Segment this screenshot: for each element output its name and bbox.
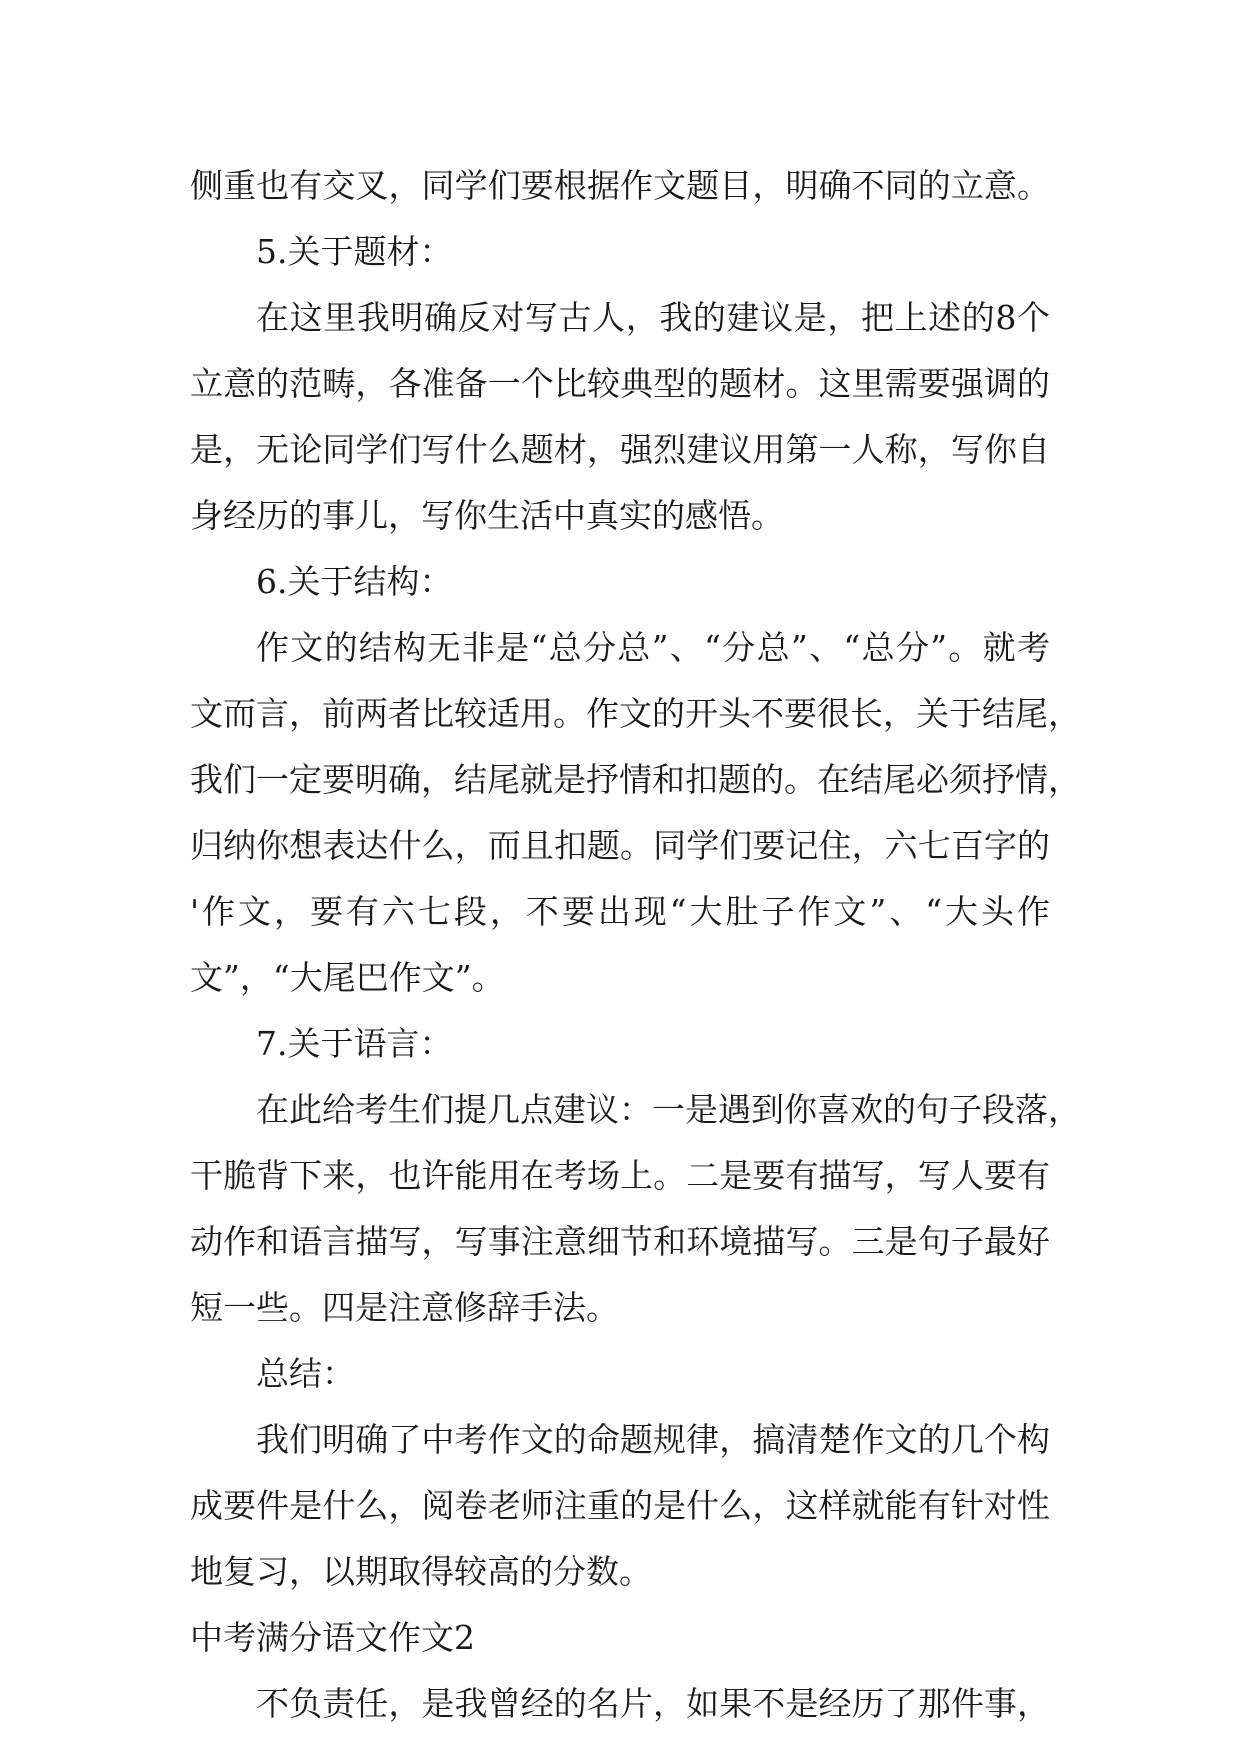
section-heading-structure: 6.关于结构： xyxy=(256,562,453,601)
paragraph-line: 在此给考生们提几点建议：一是遇到你喜欢的句子段落， xyxy=(256,1090,1081,1129)
paragraph-line: 作文的结构无非是“总分总”、“分总”、“总分”。就考 xyxy=(256,628,1050,667)
section-heading-summary: 总结： xyxy=(256,1354,355,1393)
paragraph-line: 文而言，前两者比较适用。作文的开头不要很长，关于结尾， xyxy=(190,694,1081,733)
paragraph-line: 文”，“大尾巴作文”。 xyxy=(190,958,505,997)
paragraph-line: 动作和语言描写，写事注意细节和环境描写。三是句子最好 xyxy=(190,1222,1050,1261)
paragraph-line: 身经历的事儿，写你生活中真实的感悟。 xyxy=(190,496,784,535)
paragraph-line: 我们明确了中考作文的命题规律，搞清楚作文的几个构 xyxy=(256,1420,1050,1459)
paragraph-line: 在这里我明确反对写古人，我的建议是，把上述的8个 xyxy=(256,298,1050,337)
paragraph-line: 我们一定要明确，结尾就是抒情和扣题的。在结尾必须抒情， xyxy=(190,760,1081,799)
paragraph-line: 不负责任，是我曾经的名片，如果不是经历了那件事， xyxy=(256,1684,1050,1723)
paragraph-line: 短一些。四是注意修辞手法。 xyxy=(190,1288,619,1327)
paragraph-line: 立意的范畴，各准备一个比较典型的题材。这里需要强调的 xyxy=(190,364,1050,403)
paragraph-line: 是，无论同学们写什么题材，强烈建议用第一人称，写你自 xyxy=(190,430,1050,469)
paragraph-line: 干脆背下来，也许能用在考场上。二是要有描写，写人要有 xyxy=(190,1156,1050,1195)
section-heading-language: 7.关于语言： xyxy=(256,1024,453,1063)
section-heading-topic: 5.关于题材： xyxy=(256,232,453,271)
paragraph-line: 侧重也有交叉，同学们要根据作文题目，明确不同的立意。 xyxy=(190,166,1050,205)
paragraph-line: '作文，要有六七段，不要出现“大肚子作文”、“大头作 xyxy=(190,892,1050,931)
essay-title: 中考满分语文作文2 xyxy=(190,1618,475,1657)
paragraph-line: 成要件是什么，阅卷老师注重的是什么，这样就能有针对性 xyxy=(190,1486,1050,1525)
paragraph-line: 地复习，以期取得较高的分数。 xyxy=(190,1552,652,1591)
paragraph-line: 归纳你想表达什么，而且扣题。同学们要记住，六七百字的 xyxy=(190,826,1050,865)
